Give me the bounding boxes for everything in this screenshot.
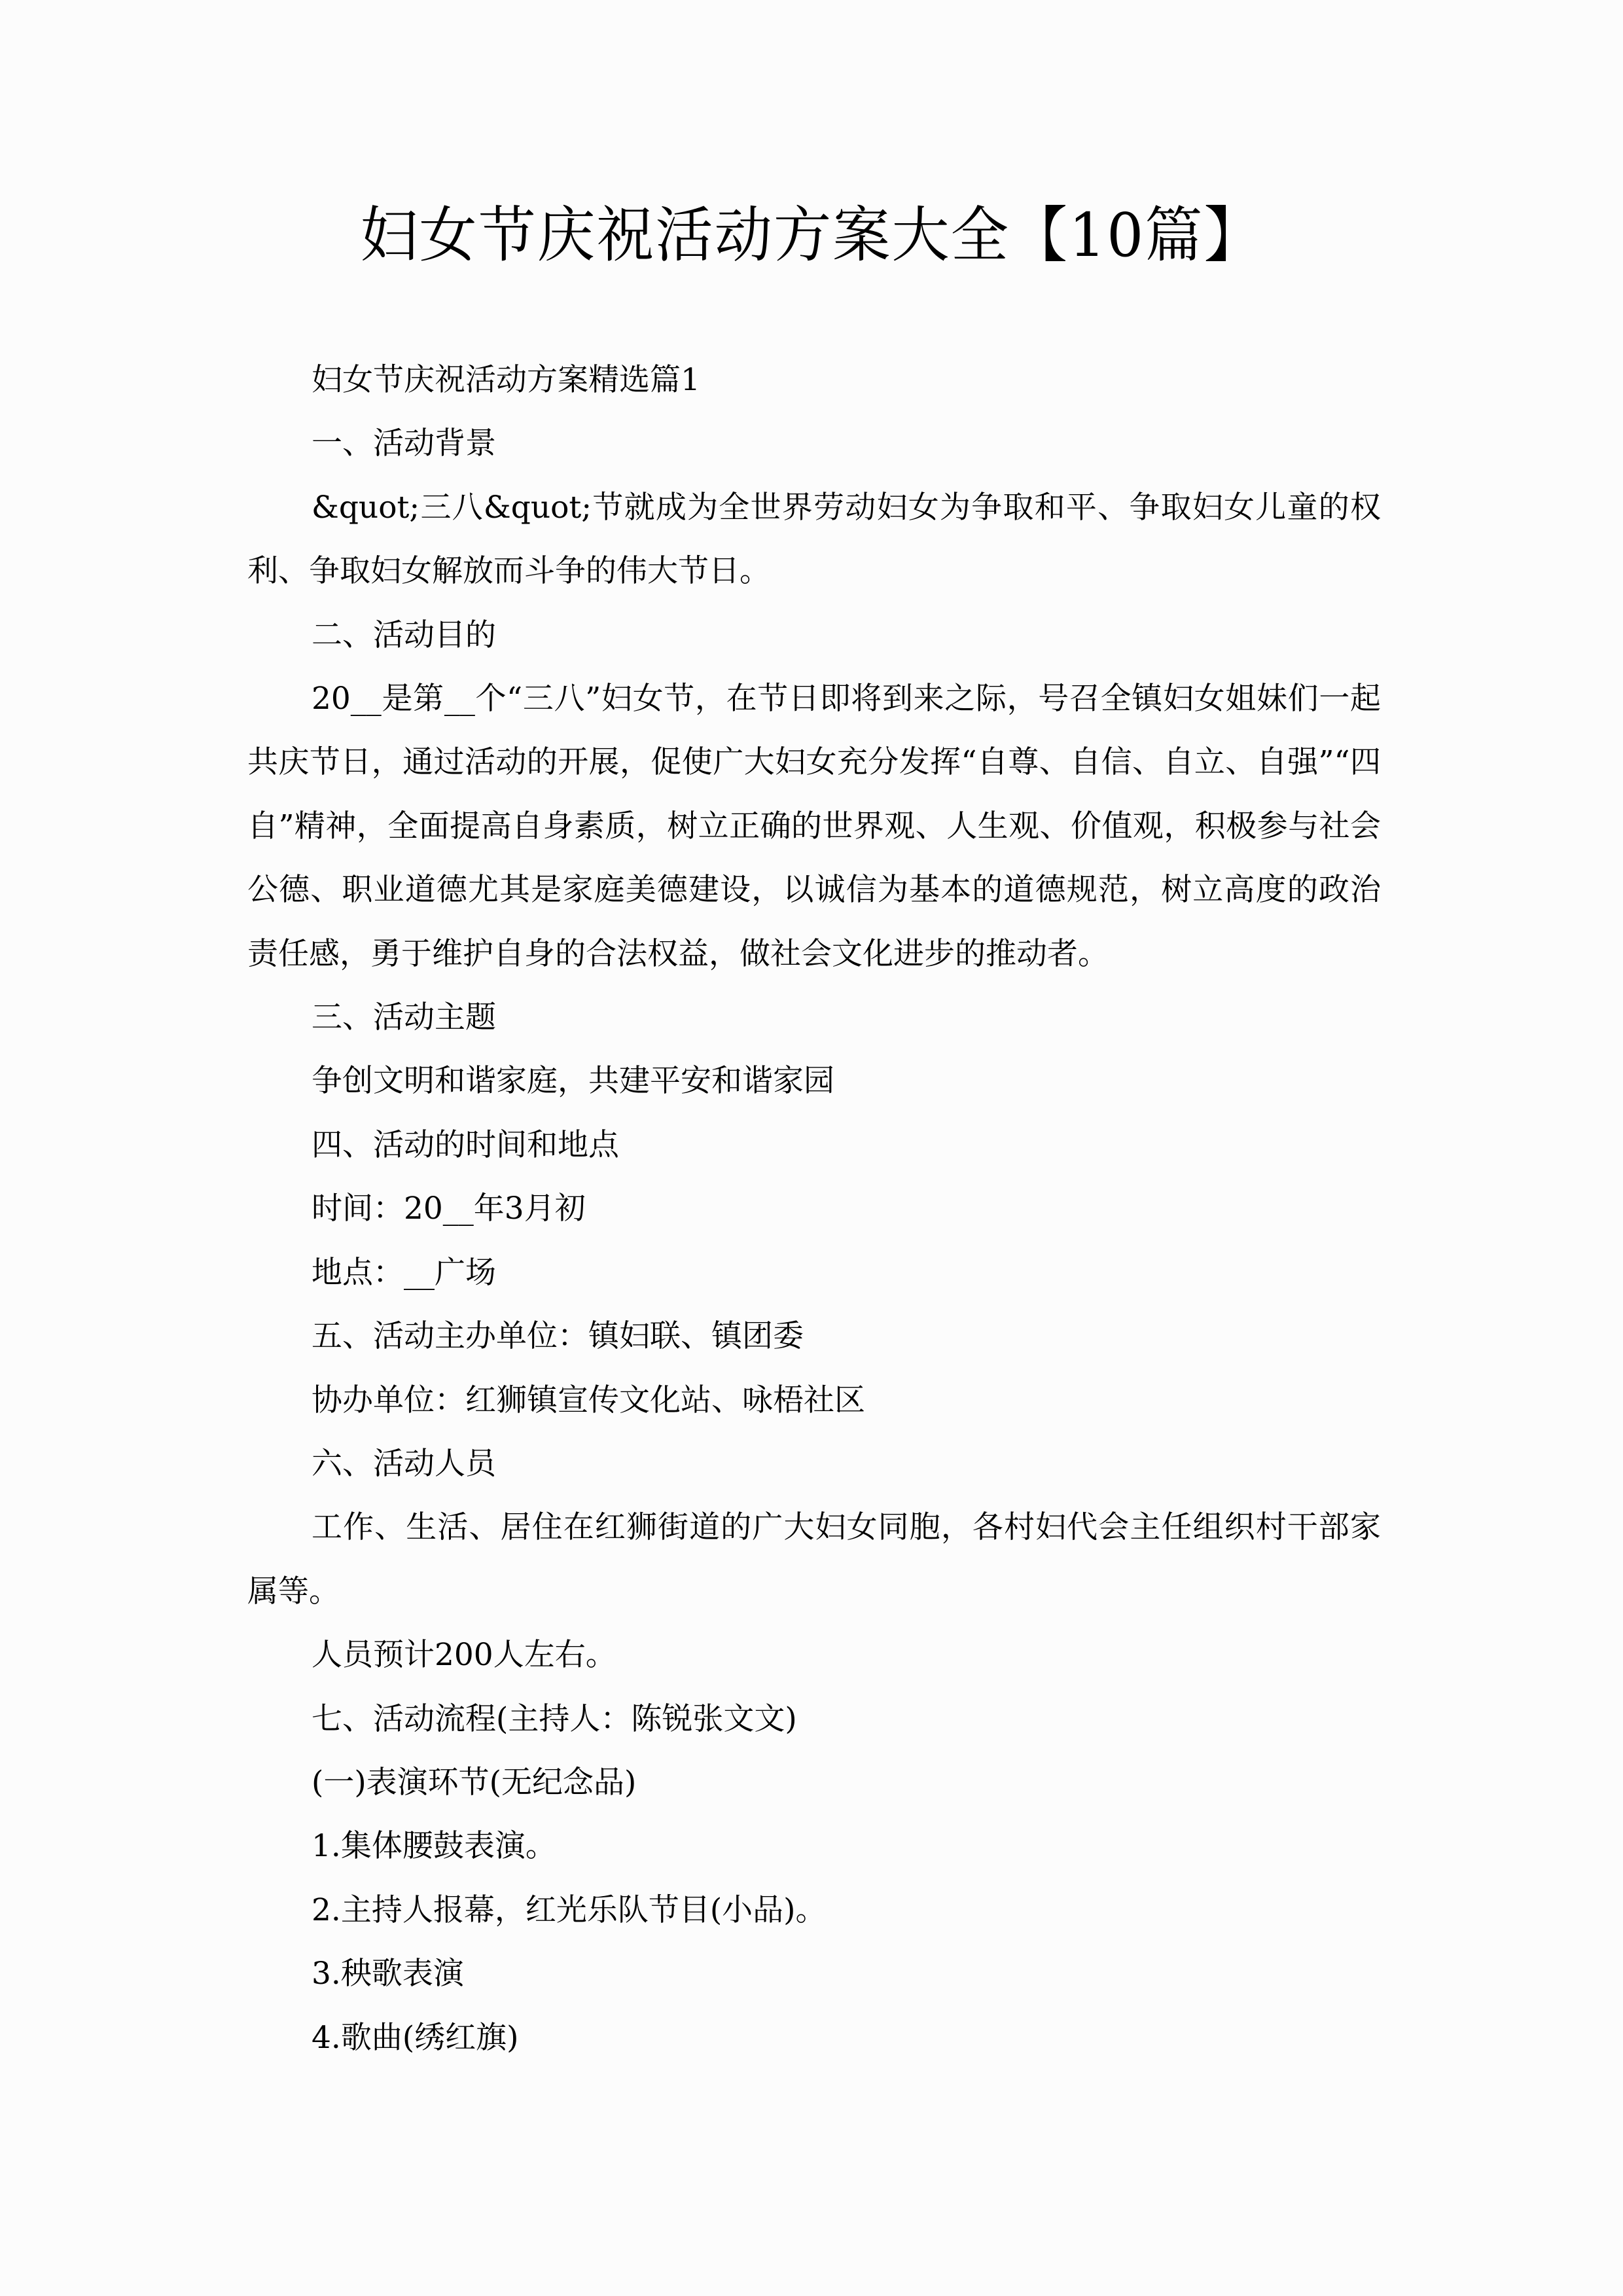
paragraph-time: 时间：20__年3月初 (312, 1191, 586, 1227)
paragraph-headcount: 人员预计200人左右。 (312, 1637, 616, 1674)
heading-theme: 三、活动主题 (312, 999, 496, 1036)
heading-purpose: 二、活动目的 (312, 617, 496, 653)
heading-organizers: 五、活动主办单位：镇妇联、镇团委 (312, 1318, 804, 1355)
list-item-3: 3.秧歌表演 (312, 1956, 464, 1992)
section-heading-part1: 妇女节庆祝活动方案精选篇1 (312, 362, 700, 398)
document-body (247, 348, 1381, 2070)
list-item-2: 2.主持人报幕，红光乐队节目(小品)。 (312, 1892, 827, 1928)
paragraph-place: 地点：__广场 (312, 1254, 496, 1291)
paragraph-background: &quot;三八&quot;节就成为全世界劳动妇女为争取和平、争取妇女儿童的权利、争取妇女解放而斗争的伟大节日。 (247, 489, 1381, 590)
heading-procedure: 七、活动流程(主持人：陈锐张文文) (312, 1700, 797, 1737)
heading-time-place: 四、活动的时间和地点 (312, 1126, 619, 1163)
heading-participants: 六、活动人员 (312, 1445, 496, 1482)
list-item-4: 4.歌曲(绣红旗) (312, 2019, 519, 2056)
heading-background: 一、活动背景 (312, 425, 496, 462)
paragraph-co-organizers: 协办单位：红狮镇宣传文化站、咏梧社区 (312, 1382, 865, 1418)
paragraph-purpose: 20__是第__个“三八”妇女节，在节日即将到来之际，号召全镇妇女姐妹们一起共庆节日，通过活动的开展，促使广大妇女充分发挥“自尊、自信、自立、自强”“四自”精神，全面提高自身素质，树立正确的世界观、人生观、价值观，积极参与社会公德、职业道德尤其是家庭美德建设，以诚信为基本的道德规范，树立高度的政治责任感，勇于维护自身的合法权益，做社会文化进步的推动者。 (247, 681, 1381, 972)
document-title: 妇女节庆祝活动方案大全【10篇】 (360, 200, 1263, 270)
paragraph-theme: 争创文明和谐家庭，共建平安和谐家园 (312, 1063, 834, 1100)
paragraph-participants: 工作、生活、居住在红狮街道的广大妇女同胞，各村妇代会主任组织村干部家属等。 (247, 1509, 1381, 1609)
list-item-1: 1.集体腰鼓表演。 (312, 1828, 556, 1865)
subheading-performance: (一)表演环节(无纪念品) (312, 1764, 637, 1801)
